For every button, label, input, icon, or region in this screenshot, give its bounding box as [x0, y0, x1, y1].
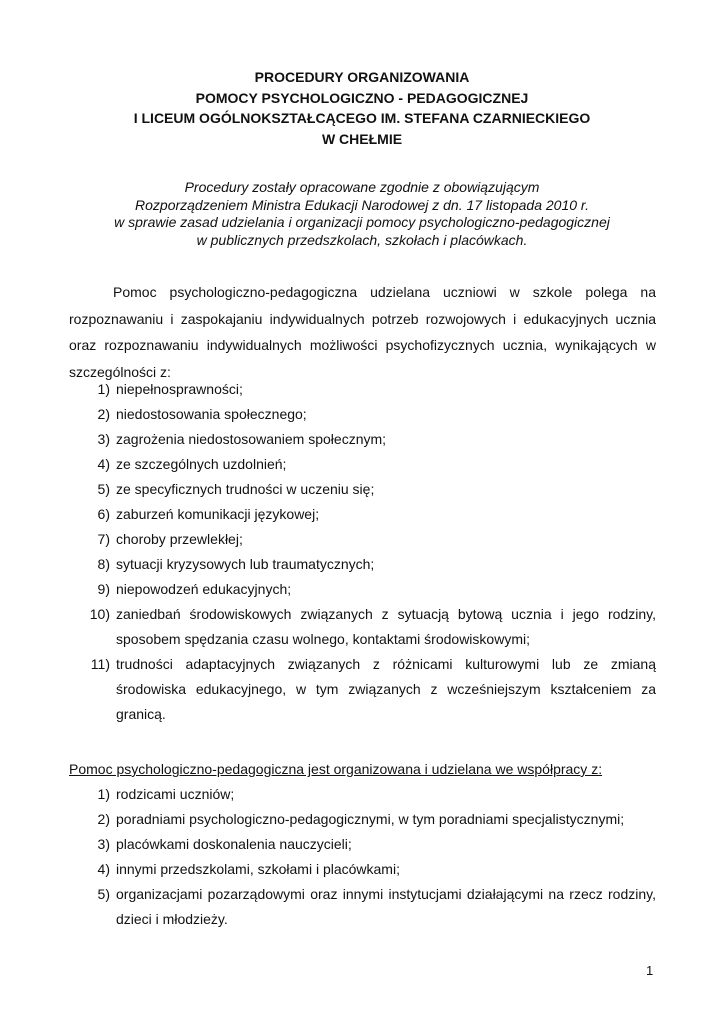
list-item-text: niepowodzeń edukacyjnych; — [116, 581, 292, 597]
document-subtitle — [0, 179, 724, 249]
page-number: 1 — [646, 963, 654, 978]
list-item-number: 1) — [97, 786, 110, 802]
list-item-number: 2) — [97, 811, 110, 827]
list-item — [0, 602, 724, 652]
subtitle-line: w sprawie zasad udzielania i organizacji pomocy psychologiczno-pedagogicznej — [114, 214, 610, 230]
title-line: POMOCY PSYCHOLOGICZNO - PEDAGOGICZNEJ — [195, 89, 529, 106]
needs-list — [0, 377, 724, 727]
list-item — [0, 402, 724, 427]
list-item-number: 3) — [97, 836, 110, 852]
list-item-text: choroby przewlekłej; — [116, 531, 243, 547]
list-item-number: 5) — [97, 886, 110, 902]
list-item — [0, 527, 724, 552]
list-item-text: innymi przedszkolami, szkołami i placówkami; — [116, 861, 400, 877]
list-item-number: 6) — [97, 506, 110, 522]
list-item-text: organizacjami pozarządowymi oraz innymi instytucjami działającymi na rzecz rodziny, dzieci i młodzieży. — [116, 886, 656, 927]
list-item-number: 4) — [97, 861, 110, 877]
list-item-text: ze szczególnych uzdolnień; — [116, 456, 287, 472]
list-item — [0, 552, 724, 577]
intro-paragraph: Pomoc psychologiczno-pedagogiczna udzielana uczniowi w szkole polega na rozpoznawaniu i zaspokajaniu indywidualnych potrzeb rozwojowych i edukacyjnych ucznia oraz rozpoznawaniu indywidualnych możliwości psychofizycznych ucznia, wynikających w szczególności z: — [69, 284, 656, 380]
list-item-text: trudności adaptacyjnych związanych z różnicami kulturowymi lub ze zmianą środowiska edukacyjnego, w tym związanych z wcześniejszym kształceniem za granicą. — [116, 656, 656, 722]
list-item-number: 10) — [89, 606, 110, 622]
list-item — [0, 857, 724, 882]
list-item-text: zaniedbań środowiskowych związanych z sytuacją bytową ucznia i jego rodziny, sposobem spędzania czasu wolnego, kontaktami środowiskowymi; — [116, 606, 656, 647]
list-item-text: zaburzeń komunikacji językowej; — [116, 506, 320, 522]
list-item-number: 8) — [97, 556, 110, 572]
list-item-number: 4) — [97, 456, 110, 472]
list-item — [0, 832, 724, 857]
list-item — [0, 477, 724, 502]
list-item-number: 1) — [97, 381, 110, 397]
subtitle-line: w publicznych przedszkolach, szkołach i placówkach. — [196, 231, 528, 248]
subtitle-line: Procedury zostały opracowane zgodnie z obowiązującym — [184, 179, 540, 195]
list-item-number: 11) — [90, 656, 110, 672]
list-item-text: placówkami doskonalenia nauczycieli; — [116, 836, 352, 852]
list-item-text: niedostosowania społecznego; — [116, 406, 307, 422]
list-item — [0, 577, 724, 602]
list-item — [0, 807, 724, 832]
title-line: PROCEDURY ORGANIZOWANIA — [254, 69, 470, 85]
title-line: W CHEŁMIE — [321, 130, 403, 147]
list-item-text: poradniami psychologiczno-pedagogicznymi, w tym poradniami specjalistycznymi; — [116, 811, 625, 827]
list-item-text: ze specyficznych trudności w uczeniu się; — [116, 481, 375, 497]
list-item — [0, 377, 724, 402]
list-item — [0, 882, 724, 932]
list-item-number: 5) — [97, 481, 110, 497]
subtitle-line: Rozporządzeniem Ministra Edukacji Narodowej z dn. 17 listopada 2010 r. — [135, 196, 589, 213]
list-item — [0, 782, 724, 807]
list-item-number: 2) — [97, 406, 110, 422]
list-item — [0, 427, 724, 452]
list-item-number: 9) — [97, 581, 110, 597]
list-item — [0, 652, 724, 727]
title-line: I LICEUM OGÓLNOKSZTAŁCĄCEGO IM. STEFANA CZARNIECKIEGO — [133, 110, 591, 126]
list-item-text: zagrożenia niedostosowaniem społecznym; — [116, 431, 387, 447]
document-title — [0, 67, 724, 149]
list-item-number: 7) — [97, 531, 110, 547]
list-item-text: rodzicami uczniów; — [116, 786, 235, 802]
list-item — [0, 452, 724, 477]
list-item — [0, 502, 724, 527]
list-item-text: niepełnosprawności; — [116, 381, 243, 397]
cooperation-heading: Pomoc psychologiczno-pedagogiczna jest organizowana i udzielana we współpracy z: — [69, 761, 603, 777]
cooperation-list — [0, 782, 724, 932]
list-item-number: 3) — [97, 431, 110, 447]
list-item-text: sytuacji kryzysowych lub traumatycznych; — [116, 556, 375, 572]
